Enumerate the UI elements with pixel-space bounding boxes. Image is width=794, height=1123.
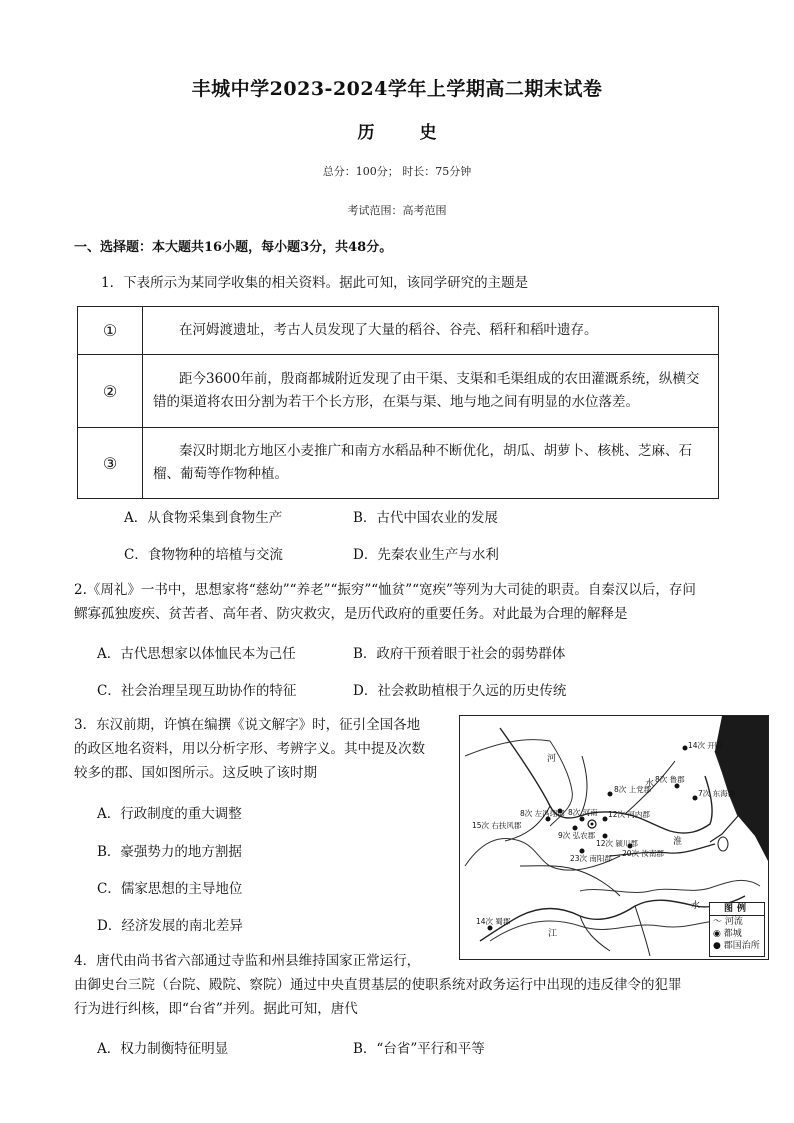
q2-option-c[interactable]: C．社会治理呈现互助协作的特征 [97, 683, 297, 699]
place-label: 15次 右扶风郡 [472, 821, 522, 830]
yangtze-river [480, 896, 745, 941]
place-label: 8次 鲁郡 [655, 775, 685, 784]
q3-stem-line2: 的政区地名资料，用以分析字形、考辨字义。其中提及次数 [74, 741, 425, 757]
river-icon: ～ [713, 917, 723, 927]
seat-marker [580, 817, 585, 822]
map-legend [709, 902, 765, 957]
seat-marker [603, 817, 608, 822]
q2-option-b[interactable]: B．政府干预着眼于社会的弱势群体 [353, 646, 566, 662]
river-label: 水 [645, 779, 655, 789]
section-heading: 一、选择题：本大题共16小题，每小题3分，共48分。 [74, 240, 393, 255]
q2-stem-line2: 鳏寡孤独废疾、贫苦者、高年者、防灾救灾，是历代政府的重要任务。对此最为合理的解释是 [74, 606, 628, 622]
q4-stem-line2: 由御史台三院（台院、殿院、察院）通过中央直贯基层的使职系统对政务运行中出现的违反律令的犯罪 [74, 977, 682, 993]
place-label: 20次 汝南郡 [622, 849, 664, 858]
q2-option-a[interactable]: A．古代思想家以体恤民本为己任 [97, 646, 296, 662]
exam-scope: 考试范围：高考范围 [347, 204, 447, 217]
capital-icon: ◉ [713, 929, 721, 939]
table-row [78, 428, 719, 499]
q3-stem-line1: 3．东汉前期，许慎在编撰《说文解字》时，征引全国各地 [74, 717, 421, 733]
q4-stem-line3: 行为进行纠核，即“台省”并列。据此可知，唐代 [74, 1001, 358, 1017]
region-border [580, 880, 760, 892]
capital-marker [588, 820, 596, 828]
subject-title: 历 史 [357, 123, 451, 143]
river-label: 河 [547, 754, 557, 764]
river-tributary [580, 916, 610, 951]
row-text: 在河姆渡遗址，考古人员发现了大量的稻谷、谷壳、稻秆和稻叶遗存。 [143, 307, 719, 355]
legend-title: 图例 [710, 903, 764, 916]
seat-marker [603, 834, 608, 839]
q2-option-d[interactable]: D．社会救助植根于久远的历史传统 [353, 683, 567, 699]
q3-option-b[interactable]: B．豪强势力的地方割据 [97, 844, 242, 860]
river-label: 淮 [673, 837, 683, 847]
seat-marker [683, 746, 688, 751]
row-number: ③ [78, 428, 143, 499]
q3-option-c[interactable]: C．儒家思想的主导地位 [97, 881, 243, 897]
place-label: 14次 蜀郡 [476, 917, 511, 926]
q1-table [77, 306, 719, 499]
score-time: 总分：100分； 时长：75分钟 [322, 165, 472, 178]
legend-seat: ● 郡国治所 [713, 941, 760, 951]
place-label: 12次 河内郡 [608, 810, 650, 819]
seat-marker [693, 796, 698, 801]
river-tributary [580, 756, 587, 816]
seat-marker [580, 849, 585, 854]
q1-option-a[interactable]: A．从食物采集到食物生产 [124, 510, 283, 526]
row-number: ② [78, 355, 143, 428]
region-border [490, 920, 740, 941]
q1-stem: 1．下表所示为某同学收集的相关资料。据此可知，该同学研究的主题是 [101, 275, 529, 291]
q4-option-a[interactable]: A．权力制衡特征明显 [97, 1041, 229, 1057]
place-label: 8次 河南 [568, 808, 598, 817]
place-label: 7次 东海郡 [698, 789, 736, 798]
q4-stem-line1: 4．唐代由尚书省六部通过寺监和州县维持国家正常运行， [74, 953, 421, 969]
row-text: 秦汉时期北方地区小麦推广和南方水稻品种不断优化，胡瓜、胡萝卜、核桃、芝麻、石榴、葡萄等作物种植。 [143, 428, 719, 499]
legend-river: ～ 河流 [713, 917, 743, 927]
q1-option-b[interactable]: B．古代中国农业的发展 [353, 510, 498, 526]
seat-marker [488, 926, 493, 931]
place-label: 8次 上党郡 [614, 785, 652, 794]
place-label: 12次 颍川郡 [596, 839, 638, 848]
q4-option-b[interactable]: B．“台省”平行和平等 [353, 1041, 485, 1057]
island [718, 837, 728, 851]
q2-stem-line1: 2.《周礼》一书中，思想家将“慈幼”“养老”“振穷”“恤贫”“宽疾”等列为大司徒的职责。自秦汉以后，存问 [74, 582, 696, 598]
q1-option-d[interactable]: D．先秦农业生产与水利 [353, 547, 499, 563]
q3-option-a[interactable]: A．行政制度的重大调整 [97, 806, 242, 822]
row-number: ① [78, 307, 143, 355]
place-label: 8次 左冯翊郡 [520, 809, 565, 818]
table-row [78, 307, 719, 355]
row-text: 距今3600年前，殷商都城附近发现了由干渠、支渠和毛渠组成的农田灌溉系统，纵横交错的渠道将农田分割为若干个长方形，在渠与渠、地与地之间有明显的水位落差。 [143, 355, 719, 428]
place-label: 23次 南阳郡 [570, 854, 612, 863]
seat-marker [675, 784, 680, 789]
place-label: 9次 弘农郡 [558, 831, 596, 840]
exam-title: 丰城中学2023-2024学年上学期高二期末试卷 [191, 78, 603, 100]
q1-option-c[interactable]: C．食物物种的培植与交流 [124, 547, 283, 563]
place-label: 14次 开阳 [688, 741, 723, 750]
seat-marker [573, 826, 578, 831]
seat-marker [608, 792, 613, 797]
river-tributary [635, 906, 650, 956]
river-label: 水 [691, 901, 701, 911]
legend-capital: ◉ 都城 [713, 929, 742, 939]
table-row [78, 355, 719, 428]
river-label: 江 [548, 929, 558, 939]
q3-option-d[interactable]: D．经济发展的南北差异 [97, 918, 243, 934]
q3-stem-line3: 较多的郡、国如图所示。这反映了该时期 [74, 765, 317, 781]
q3-map [459, 715, 769, 960]
seat-icon: ● [713, 941, 721, 951]
